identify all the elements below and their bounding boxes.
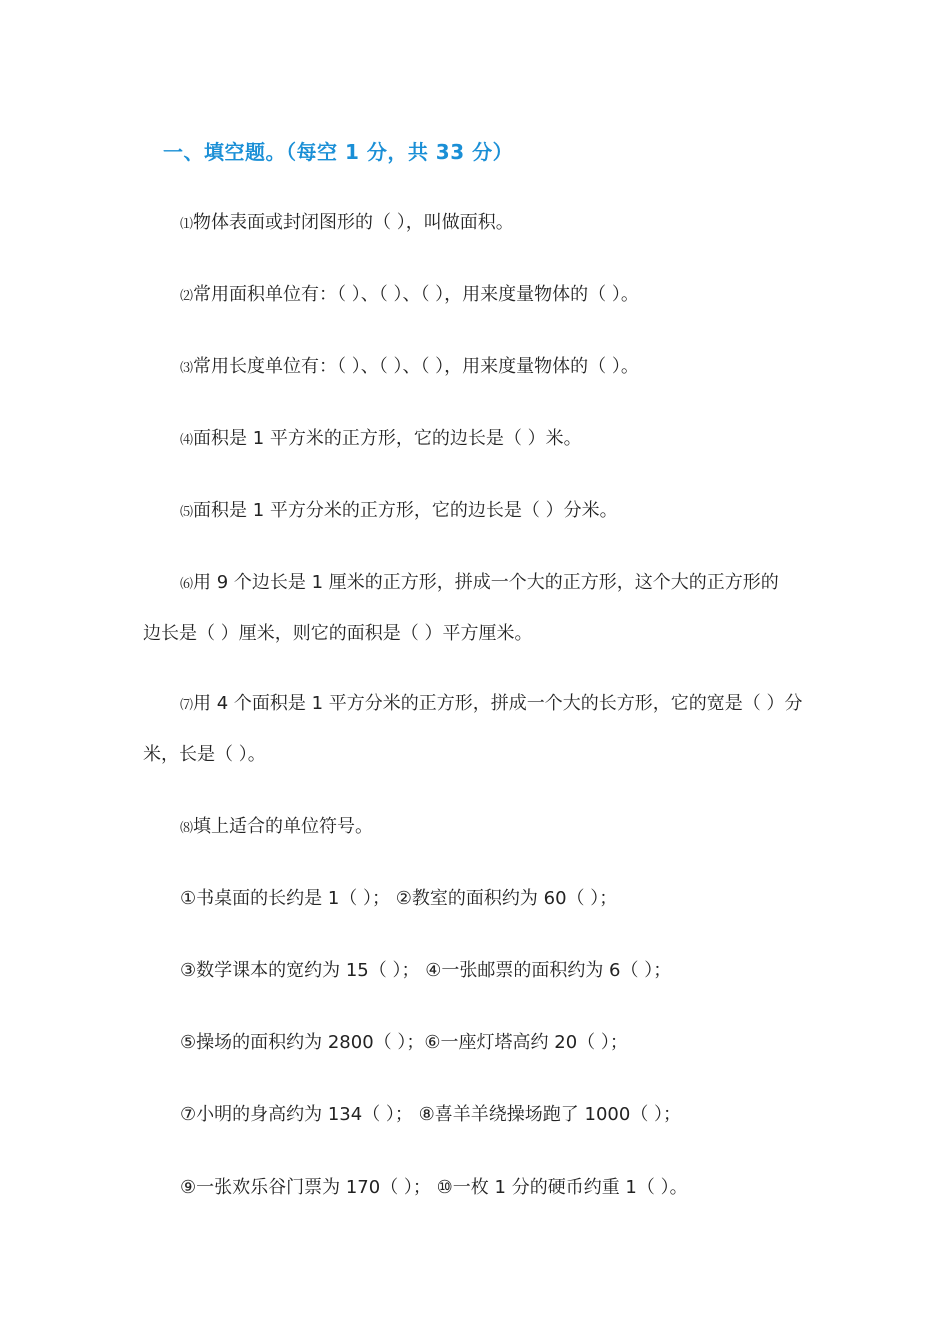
question-text: 物体表面或封闭图形的（ ），叫做面积。: [193, 212, 514, 233]
question-number: ⑸: [180, 505, 194, 520]
question-text: 常用长度单位有：（ ）、（ ）、（ ），用来度量物体的（ ）。: [193, 356, 639, 377]
question-number: ⑻: [180, 821, 194, 836]
question-number: ⑶: [180, 361, 194, 376]
units-item-row: ①书桌面的长约是 1（ ）； ②教室的面积约为 60（ ）；: [180, 888, 618, 909]
question-text: 用 9 个边长是 1 厘米的正方形，拼成一个大的正方形，这个大的正方形的: [193, 572, 779, 593]
units-item-row: ⑦小明的身高约为 134（ ）； ⑧喜羊羊绕操场跑了 1000（ ）；: [180, 1104, 682, 1125]
question-number: ⑵: [180, 289, 194, 304]
units-item-row: ③数学课本的宽约为 15（ ）； ④一张邮票的面积约为 6（ ）；: [180, 960, 672, 981]
question-5: [180, 497, 618, 527]
question-number: ⑷: [180, 433, 194, 448]
units-item-row: ⑤操场的面积约为 2800（ ）；⑥一座灯塔高约 20（ ）；: [180, 1032, 628, 1053]
question-number: ⑹: [180, 577, 194, 592]
question-text: 常用面积单位有：（ ）、（ ）、（ ），用来度量物体的（ ）。: [193, 284, 639, 305]
question-text: 面积是 1 平方分米的正方形，它的边长是（ ）分米。: [193, 500, 618, 521]
question-text: 面积是 1 平方米的正方形，它的边长是（ ）米。: [193, 428, 582, 449]
section-heading: 一、填空题。（每空 1 分，共 33 分）: [163, 140, 514, 164]
question-4: [180, 425, 582, 455]
question-text: 用 4 个面积是 1 平方分米的正方形，拼成一个大的长方形，它的宽是（ ）分: [193, 693, 803, 714]
question-6: [180, 569, 779, 599]
question-7: [180, 690, 803, 720]
question-1: [180, 209, 514, 239]
question-number: ⑴: [180, 217, 194, 232]
question-8: [180, 813, 373, 843]
question-text: 填上适合的单位符号。: [193, 816, 374, 837]
question-number: ⑺: [180, 698, 194, 713]
question-3: [180, 353, 639, 383]
question-7-continuation: 米，长是（ ）。: [143, 744, 266, 765]
question-6-continuation: 边长是（ ）厘米，则它的面积是（ ）平方厘米。: [143, 623, 533, 644]
question-2: [180, 281, 639, 311]
units-item-row: ⑨一张欢乐谷门票为 170（ ）； ⑩一枚 1 分的硬币约重 1（ ）。: [180, 1177, 688, 1198]
